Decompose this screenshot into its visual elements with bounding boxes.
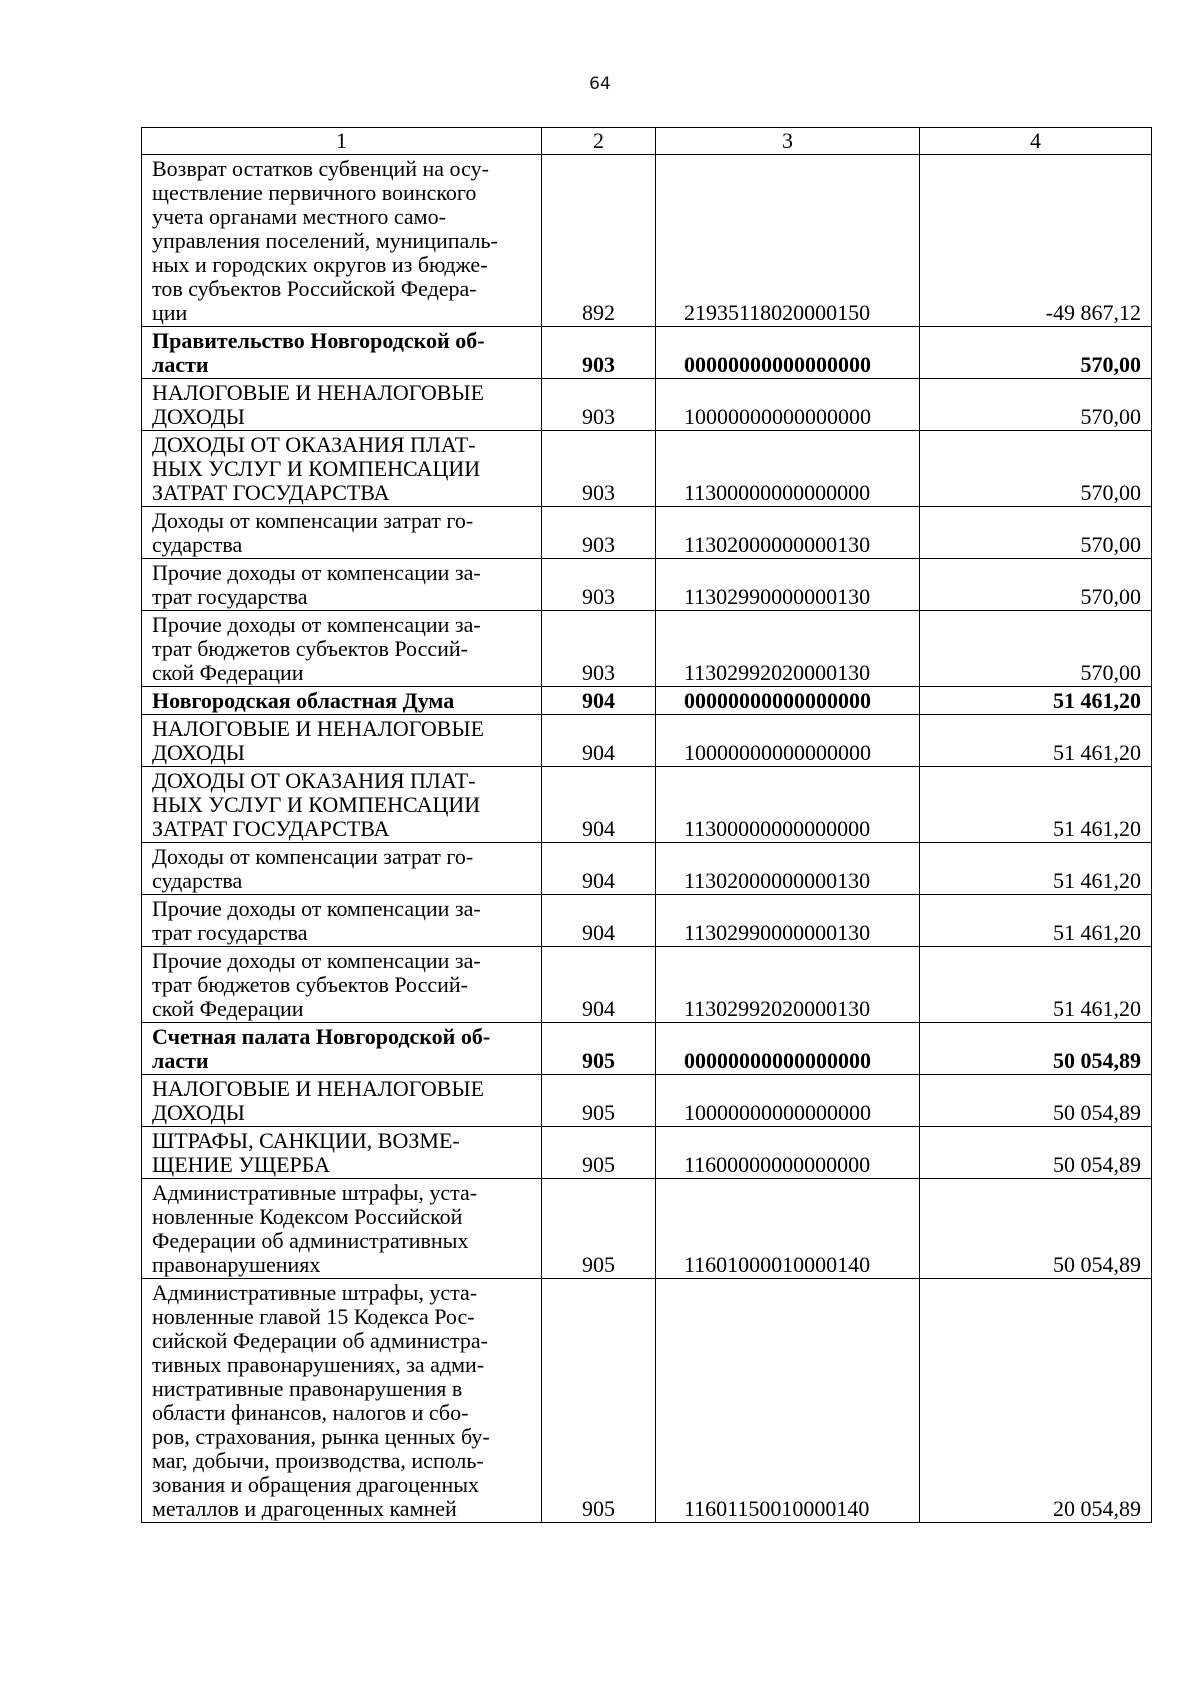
column-header-4: 4	[920, 128, 1152, 155]
table-row	[142, 767, 1152, 843]
amount-cell: 20 054,89	[920, 1279, 1152, 1523]
table-row	[142, 687, 1152, 715]
revenue-name-cell	[142, 507, 542, 559]
amount-cell: 50 054,89	[920, 1127, 1152, 1179]
admin-code-cell: 904	[542, 947, 656, 1023]
amount-cell: 570,00	[920, 327, 1152, 379]
revenue-name-cell	[142, 559, 542, 611]
classification-code-cell: 11300000000000000	[656, 767, 920, 843]
table-row	[142, 611, 1152, 687]
revenue-name-line: трат государства	[152, 920, 308, 945]
admin-code-cell: 903	[542, 507, 656, 559]
revenue-name-line: Возврат остатков субвенций на осу-	[152, 156, 489, 181]
amount-cell: 570,00	[920, 379, 1152, 431]
amount-cell: 570,00	[920, 507, 1152, 559]
admin-code-cell: 904	[542, 767, 656, 843]
revenue-name-line: Прочие доходы от компенсации за-	[152, 560, 481, 585]
admin-code-cell: 905	[542, 1179, 656, 1279]
revenue-name-line: трат бюджетов субъектов Россий-	[152, 636, 469, 661]
revenue-name-line: тивных правонарушениях, за адми-	[152, 1352, 485, 1377]
revenue-name-line: Прочие доходы от компенсации за-	[152, 896, 481, 921]
revenue-name-line: ных и городских округов из бюдже-	[152, 252, 488, 277]
revenue-name-line: ДОХОДЫ	[152, 404, 245, 429]
admin-code-cell: 904	[542, 687, 656, 715]
revenue-name-line: ЗАТРАТ ГОСУДАРСТВА	[152, 816, 390, 841]
classification-code-cell: 11601000010000140	[656, 1179, 920, 1279]
revenue-name-line: ДОХОДЫ	[152, 1100, 245, 1125]
table-row	[142, 1179, 1152, 1279]
amount-cell: 51 461,20	[920, 843, 1152, 895]
revenue-name-line: ДОХОДЫ ОТ ОКАЗАНИЯ ПЛАТ-	[152, 768, 476, 793]
revenue-name-line: НАЛОГОВЫЕ И НЕНАЛОГОВЫЕ	[152, 380, 485, 405]
revenue-name-cell	[142, 1279, 542, 1523]
page-number: 64	[589, 74, 611, 94]
admin-code-cell: 904	[542, 715, 656, 767]
revenue-name-line: Правительство Новгородской об-	[152, 328, 485, 353]
revenue-name-cell	[142, 687, 542, 715]
table-row	[142, 895, 1152, 947]
amount-cell: 50 054,89	[920, 1075, 1152, 1127]
admin-code-cell: 903	[542, 379, 656, 431]
admin-code-cell: 903	[542, 431, 656, 507]
revenue-name-line: Федерации об административных	[152, 1228, 469, 1253]
revenue-name-line: Прочие доходы от компенсации за-	[152, 948, 481, 973]
revenue-name-line: зования и обращения драгоценных	[152, 1472, 479, 1497]
revenue-name-line: НАЛОГОВЫЕ И НЕНАЛОГОВЫЕ	[152, 716, 485, 741]
admin-code-cell: 905	[542, 1279, 656, 1523]
revenue-name-cell	[142, 1127, 542, 1179]
revenue-name-line: новленные главой 15 Кодекса Рос-	[152, 1304, 475, 1329]
revenue-name-line: ции	[152, 300, 188, 325]
revenue-name-cell	[142, 327, 542, 379]
amount-cell: 51 461,20	[920, 895, 1152, 947]
column-header-2: 2	[542, 128, 656, 155]
table-row	[142, 1127, 1152, 1179]
revenue-name-line: нистративные правонарушения в	[152, 1376, 463, 1401]
table-header-row	[142, 128, 1152, 155]
revenue-name-line: сударства	[152, 868, 243, 893]
revenue-name-cell	[142, 767, 542, 843]
revenue-name-line: учета органами местного само-	[152, 204, 446, 229]
table-row	[142, 715, 1152, 767]
admin-code-cell: 905	[542, 1075, 656, 1127]
table-row	[142, 431, 1152, 507]
revenue-name-line: ДОХОДЫ ОТ ОКАЗАНИЯ ПЛАТ-	[152, 432, 476, 457]
admin-code-cell: 904	[542, 843, 656, 895]
admin-code-cell: 903	[542, 611, 656, 687]
revenue-name-line: правонарушениях	[152, 1252, 321, 1277]
revenue-name-line: Счетная палата Новгородской об-	[152, 1024, 491, 1049]
revenue-name-line: Новгородская областная Дума	[152, 688, 455, 713]
revenue-name-line: ров, страхования, рынка ценных бу-	[152, 1424, 490, 1449]
revenue-name-cell	[142, 843, 542, 895]
amount-cell: 570,00	[920, 431, 1152, 507]
admin-code-cell: 903	[542, 327, 656, 379]
admin-code-cell: 905	[542, 1023, 656, 1075]
classification-code-cell: 11600000000000000	[656, 1127, 920, 1179]
table-row	[142, 507, 1152, 559]
table-row	[142, 379, 1152, 431]
revenue-name-line: ществление первичного воинского	[152, 180, 477, 205]
table-row	[142, 1075, 1152, 1127]
revenue-name-line: НЫХ УСЛУГ И КОМПЕНСАЦИИ	[152, 456, 481, 481]
table-row	[142, 327, 1152, 379]
amount-cell: 51 461,20	[920, 767, 1152, 843]
classification-code-cell: 11302990000000130	[656, 559, 920, 611]
amount-cell: 51 461,20	[920, 715, 1152, 767]
revenue-name-cell	[142, 611, 542, 687]
revenue-name-line: ласти	[152, 352, 209, 377]
amount-cell: 51 461,20	[920, 687, 1152, 715]
table-row	[142, 559, 1152, 611]
revenue-name-line: ской Федерации	[152, 660, 304, 685]
revenue-name-line: тов субъектов Российской Федера-	[152, 276, 477, 301]
classification-code-cell: 11300000000000000	[656, 431, 920, 507]
revenue-name-line: новленные Кодексом Российской	[152, 1204, 463, 1229]
amount-cell: 50 054,89	[920, 1179, 1152, 1279]
revenue-name-line: Административные штрафы, уста-	[152, 1180, 478, 1205]
revenue-name-line: Доходы от компенсации затрат го-	[152, 508, 474, 533]
classification-code-cell: 11302000000000130	[656, 843, 920, 895]
revenue-name-line: металлов и драгоценных камней	[152, 1496, 457, 1521]
admin-code-cell: 903	[542, 559, 656, 611]
revenue-name-line: ЗАТРАТ ГОСУДАРСТВА	[152, 480, 390, 505]
revenue-name-cell	[142, 1075, 542, 1127]
revenue-name-line: ской Федерации	[152, 996, 304, 1021]
revenue-name-cell	[142, 155, 542, 327]
classification-code-cell: 11302992020000130	[656, 947, 920, 1023]
amount-cell: 50 054,89	[920, 1023, 1152, 1075]
table-row	[142, 1279, 1152, 1523]
revenue-name-cell	[142, 431, 542, 507]
admin-code-cell: 904	[542, 895, 656, 947]
table-row	[142, 1023, 1152, 1075]
revenue-name-line: Прочие доходы от компенсации за-	[152, 612, 481, 637]
revenue-table	[141, 127, 1152, 1523]
revenue-name-line: управления поселений, муниципаль-	[152, 228, 498, 253]
revenue-name-line: Доходы от компенсации затрат го-	[152, 844, 474, 869]
table-row	[142, 843, 1152, 895]
revenue-name-cell	[142, 895, 542, 947]
classification-code-cell: 11302000000000130	[656, 507, 920, 559]
classification-code-cell: 10000000000000000	[656, 715, 920, 767]
admin-code-cell: 905	[542, 1127, 656, 1179]
classification-code-cell: 00000000000000000	[656, 1023, 920, 1075]
column-header-3: 3	[656, 128, 920, 155]
classification-code-cell: 00000000000000000	[656, 687, 920, 715]
revenue-table-body	[142, 128, 1152, 1523]
revenue-name-cell	[142, 715, 542, 767]
revenue-name-line: трат государства	[152, 584, 308, 609]
amount-cell: -49 867,12	[920, 155, 1152, 327]
revenue-name-line: НАЛОГОВЫЕ И НЕНАЛОГОВЫЕ	[152, 1076, 485, 1101]
classification-code-cell: 10000000000000000	[656, 1075, 920, 1127]
revenue-name-cell	[142, 1023, 542, 1075]
classification-code-cell: 00000000000000000	[656, 327, 920, 379]
revenue-name-cell	[142, 1179, 542, 1279]
revenue-name-line: маг, добычи, производства, исполь-	[152, 1448, 484, 1473]
revenue-name-line: трат бюджетов субъектов Россий-	[152, 972, 469, 997]
revenue-name-line: сударства	[152, 532, 243, 557]
amount-cell: 570,00	[920, 559, 1152, 611]
column-header-1: 1	[142, 128, 542, 155]
revenue-name-line: Административные штрафы, уста-	[152, 1280, 478, 1305]
revenue-name-line: ЩЕНИЕ УЩЕРБА	[152, 1152, 331, 1177]
revenue-name-line: ласти	[152, 1048, 209, 1073]
revenue-name-cell	[142, 379, 542, 431]
classification-code-cell: 11302990000000130	[656, 895, 920, 947]
classification-code-cell: 21935118020000150	[656, 155, 920, 327]
admin-code-cell: 892	[542, 155, 656, 327]
revenue-name-line: области финансов, налогов и сбо-	[152, 1400, 469, 1425]
table-row	[142, 947, 1152, 1023]
revenue-name-line: ДОХОДЫ	[152, 740, 245, 765]
classification-code-cell: 11302992020000130	[656, 611, 920, 687]
amount-cell: 51 461,20	[920, 947, 1152, 1023]
revenue-name-cell	[142, 947, 542, 1023]
revenue-name-line: ШТРАФЫ, САНКЦИИ, ВОЗМЕ-	[152, 1128, 460, 1153]
table-row	[142, 155, 1152, 327]
amount-cell: 570,00	[920, 611, 1152, 687]
revenue-name-line: сийской Федерации об администра-	[152, 1328, 488, 1353]
classification-code-cell: 11601150010000140	[656, 1279, 920, 1523]
revenue-name-line: НЫХ УСЛУГ И КОМПЕНСАЦИИ	[152, 792, 481, 817]
classification-code-cell: 10000000000000000	[656, 379, 920, 431]
